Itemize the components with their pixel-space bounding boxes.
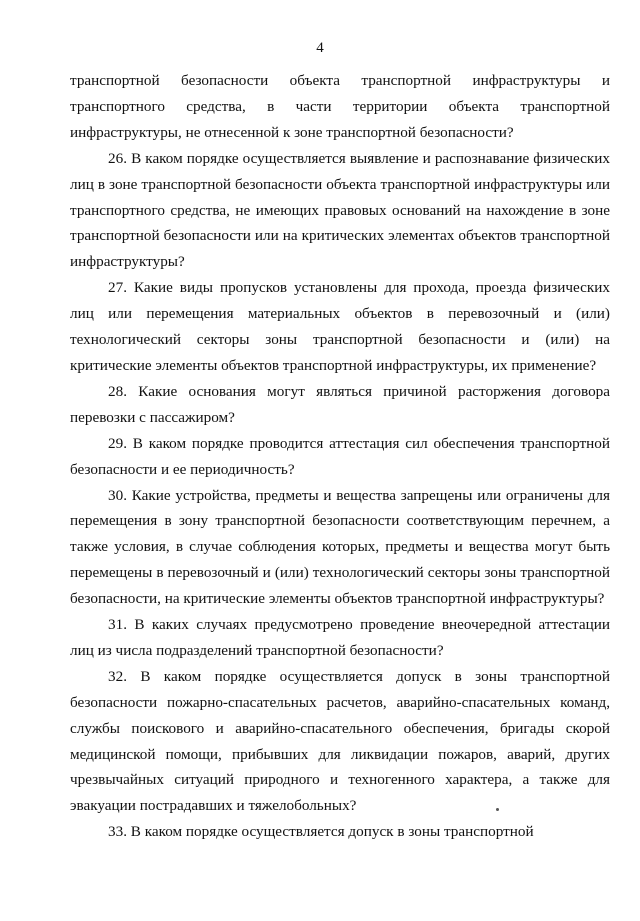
page-number: 4: [316, 40, 324, 56]
question-32: 32. В каком порядке осуществляется допуск в зоны транспортной безопасности пожарно-спасательных расчетов, аварийно-спасательных команд, службы поискового и аварийно-спасательного обеспечения, бригады скорой медицинской помощи, прибывших для ликвидации пожаров, аварий, других чрезвычайных ситуаций природного и техногенного характера, а также для эвакуации пострадавших и тяжелобольных?: [70, 667, 610, 815]
scan-speck: [496, 808, 499, 811]
document-body: [70, 68, 610, 845]
question-29: 29. В каком порядке проводится аттестация сил обеспечения транспортной безопасности и ее периодичность?: [70, 434, 610, 478]
question-27: 27. Какие виды пропусков установлены для прохода, проезда физических лиц или перемещения материальных объектов в перевозочный и (или) технологический секторы зоны транспортной безопасности и (или) на критические элементы объектов транспортной инфраструктуры, их применение?: [70, 279, 610, 374]
question-28: 28. Какие основания могут являться причиной расторжения договора перевозки с пассажиром?: [70, 382, 610, 426]
paragraph-continuation: транспортной безопасности объекта транспортной инфраструктуры и транспортного средства, в части территории объекта транспортной инфраструктуры, не отнесенной к зоне транспортной безопасности?: [70, 72, 610, 141]
question-30: 30. Какие устройства, предметы и вещества запрещены или ограничены для перемещения в зону транспортной безопасности соответствующим перечнем, а также условия, в случае соблюдения которых, предметы и вещества могут быть перемещены в перевозочный и (или) технологический секторы зоны транспортной безопасности, на критические элементы объектов транспортной инфраструктуры?: [70, 486, 610, 608]
question-26: 26. В каком порядке осуществляется выявление и распознавание физических лиц в зоне транспортной безопасности объекта транспортной инфраструктуры или транспортного средства, не имеющих правовых оснований на нахождение в зоне транспортной безопасности или на критических элементах объектов транспортной инфраструктуры?: [70, 149, 610, 271]
question-33: 33. В каком порядке осуществляется допуск в зоны транспортной: [108, 823, 534, 841]
question-31: 31. В каких случаях предусмотрено проведение внеочередной аттестации лиц из числа подразделений транспортной безопасности?: [70, 616, 610, 659]
